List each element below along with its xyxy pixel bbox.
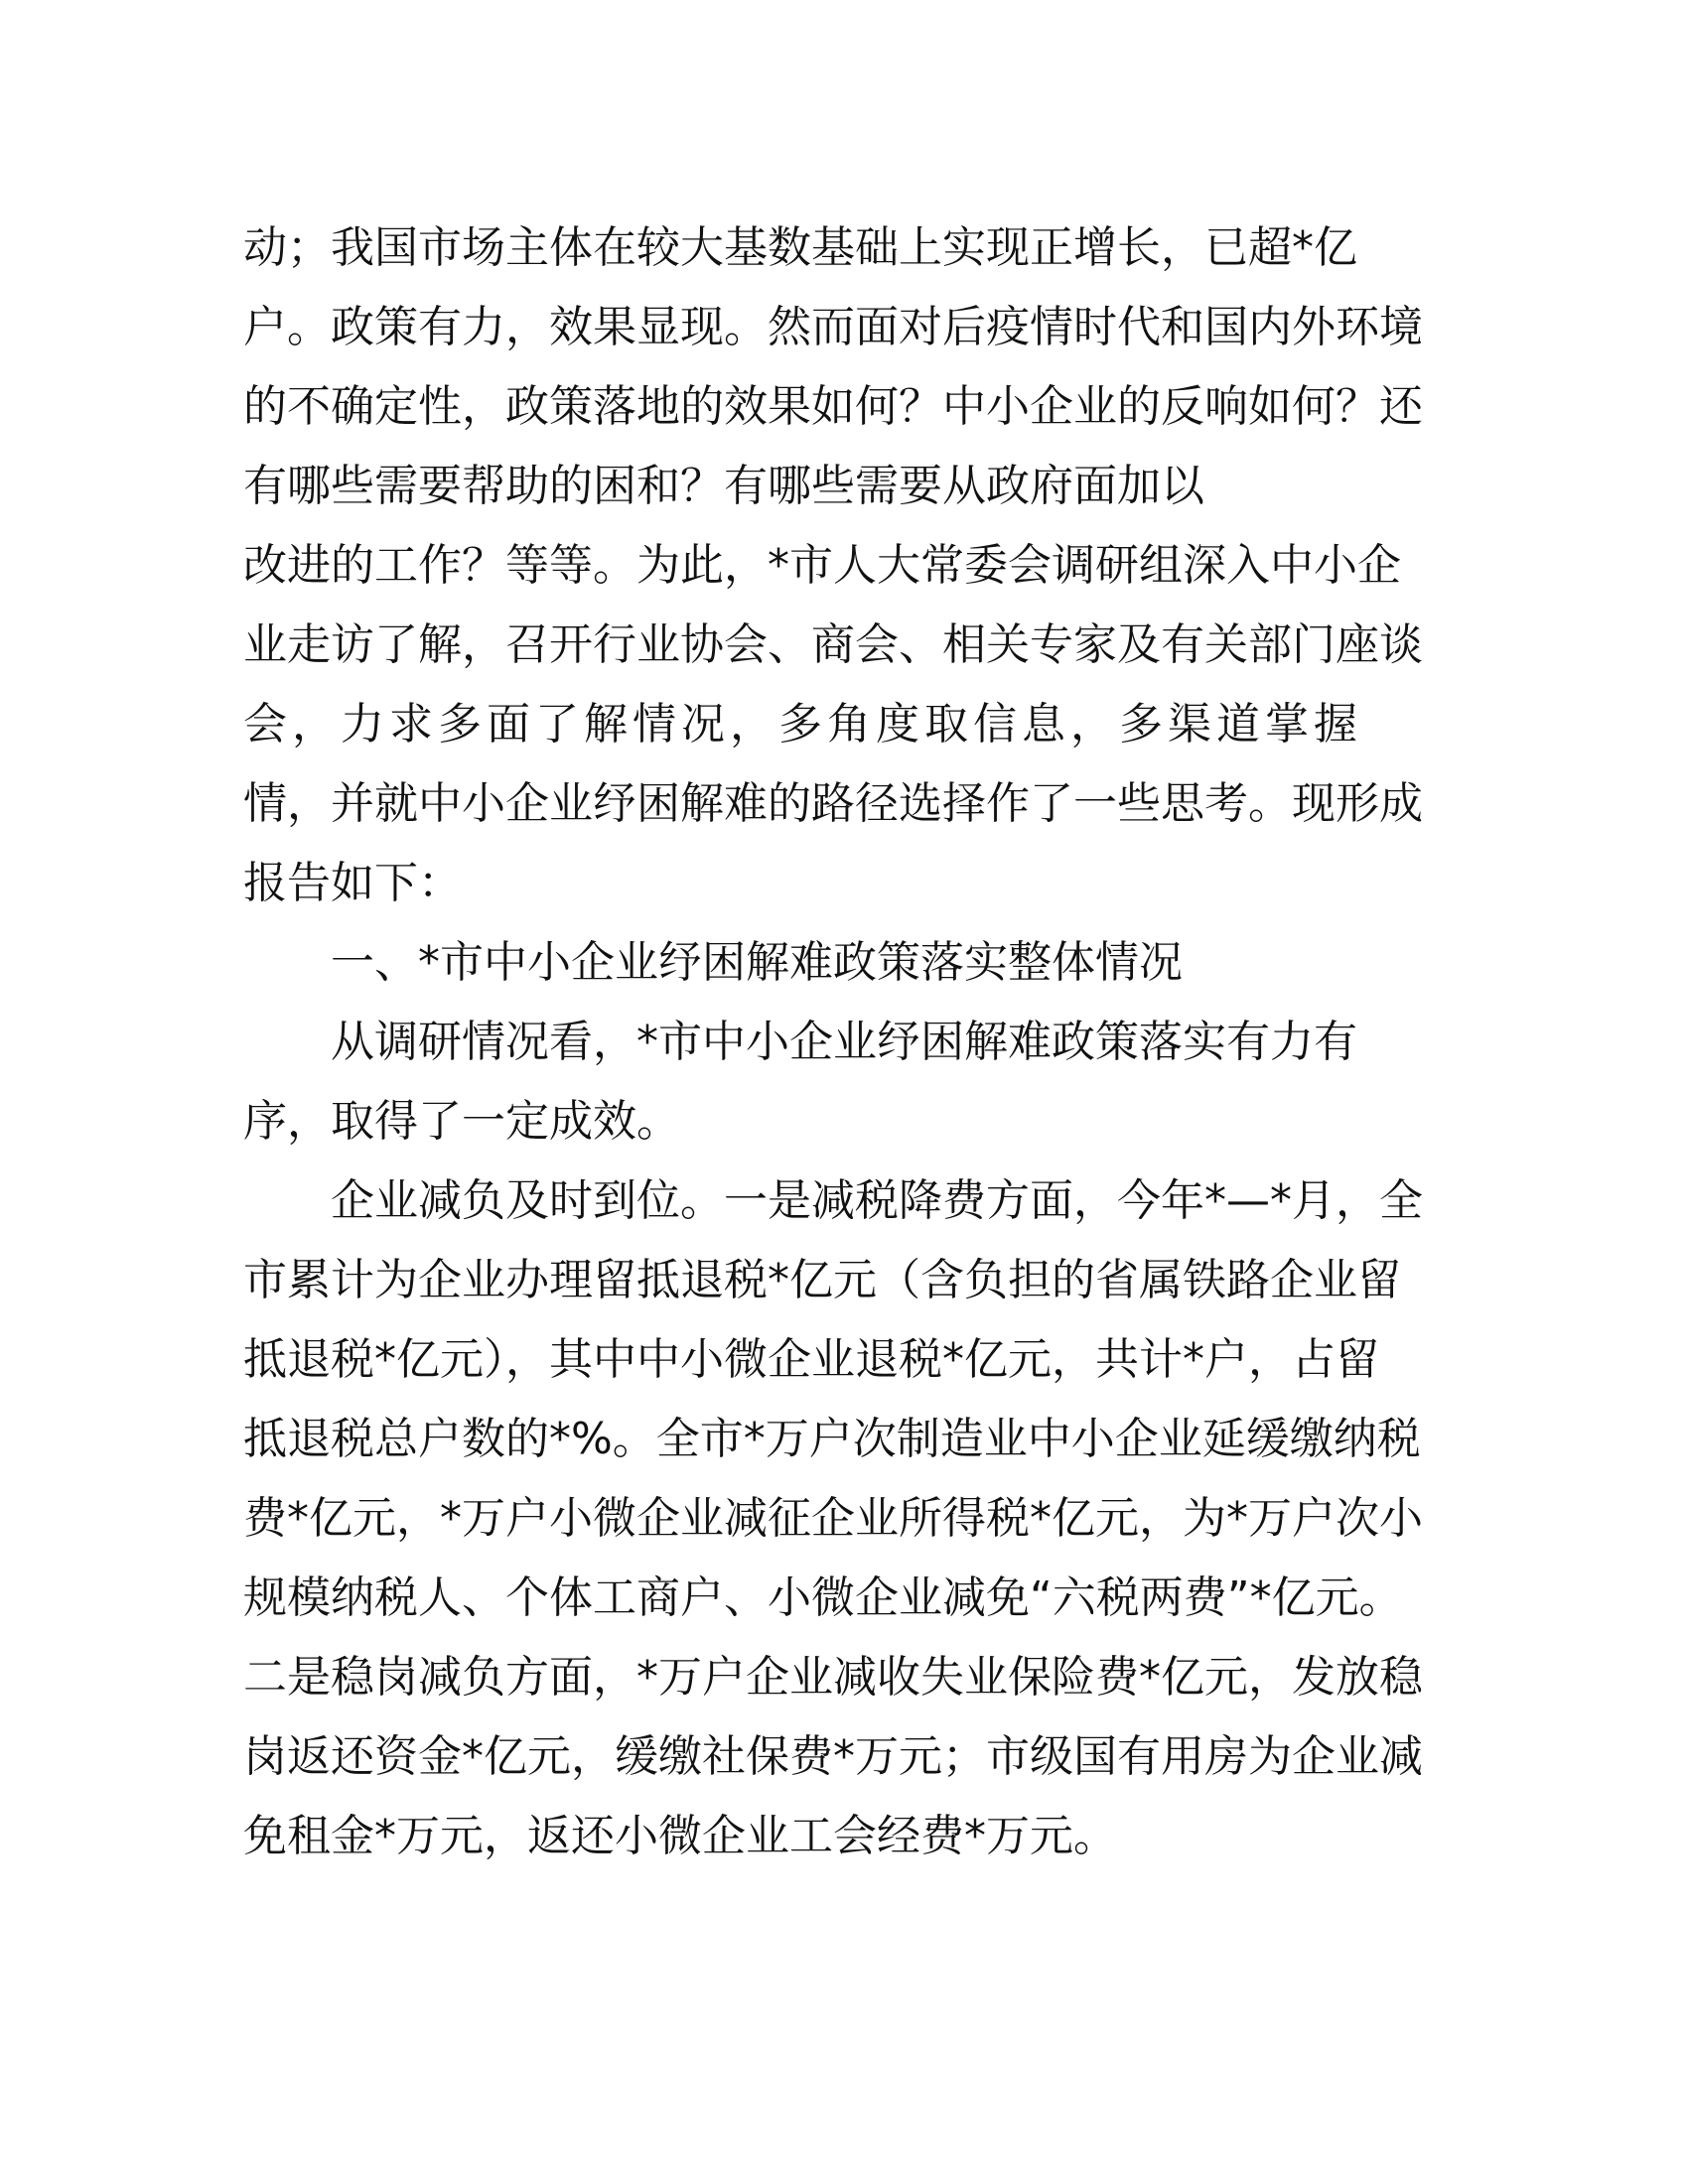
text-line: 会，力求多面了解情况，多角度取信息，多渠道掌握 bbox=[243, 699, 1362, 750]
text-line: 动；我国市场主体在较大基数基础上实现正增长，已超*亿 bbox=[243, 222, 1357, 273]
text-line: 岗返还资金*亿元，缓缴社保费*万元；市级国有用房为企业减 bbox=[243, 1731, 1423, 1782]
paragraph-first-line: 企业减负及时到位。一是减税降费方面，今年*—*月，全 bbox=[331, 1175, 1423, 1226]
text-line: 情，并就中小企业纾困解难的路径选择作了一些思考。现形成 bbox=[243, 778, 1423, 829]
text-line: 报告如下： bbox=[243, 858, 462, 908]
text-line: 的不确定性，政策落地的效果如何？中小企业的反响如何？还 bbox=[243, 381, 1423, 432]
text-line: 免租金*万元，返还小微企业工会经费*万元。 bbox=[243, 1811, 1117, 1861]
text-line: 市累计为企业办理留抵退税*亿元（含负担的省属铁路企业留 bbox=[243, 1255, 1401, 1305]
text-line: 户。政策有力，效果显现。然而面对后疫情时代和国内外环境 bbox=[243, 302, 1423, 352]
text-line: 抵退税*亿元），其中中小微企业退税*亿元，共计*户，占留 bbox=[243, 1334, 1379, 1385]
text-line: 规模纳税人、个体工商户、小微企业减免“六税两费”*亿元。 bbox=[243, 1572, 1403, 1623]
paragraph-first-line: 从调研情况看，*市中小企业纾困解难政策落实有力有 bbox=[331, 1017, 1357, 1067]
document-body bbox=[243, 208, 1450, 1876]
text-line: 业走访了解，召开行业协会、商会、相关专家及有关部门座谈 bbox=[243, 619, 1423, 670]
text-line: 序，取得了一定成效。 bbox=[243, 1096, 680, 1147]
text-line: 费*亿元，*万户小微企业减征企业所得税*亿元，为*万户次小 bbox=[243, 1493, 1423, 1544]
text-line: 有哪些需要帮助的困和？有哪些需要从政府面加以 bbox=[243, 461, 1204, 511]
text-line: 二是稳岗减负方面，*万户企业减收失业保险费*亿元，发放稳 bbox=[243, 1652, 1423, 1703]
text-line: 抵退税总户数的*%。全市*万户次制造业中小企业延缓缴纳税 bbox=[243, 1414, 1421, 1464]
text-line: 改进的工作？等等。为此，*市人大常委会调研组深入中小企 bbox=[243, 540, 1401, 591]
section-heading: 一、*市中小企业纾困解难政策落实整体情况 bbox=[331, 937, 1183, 988]
